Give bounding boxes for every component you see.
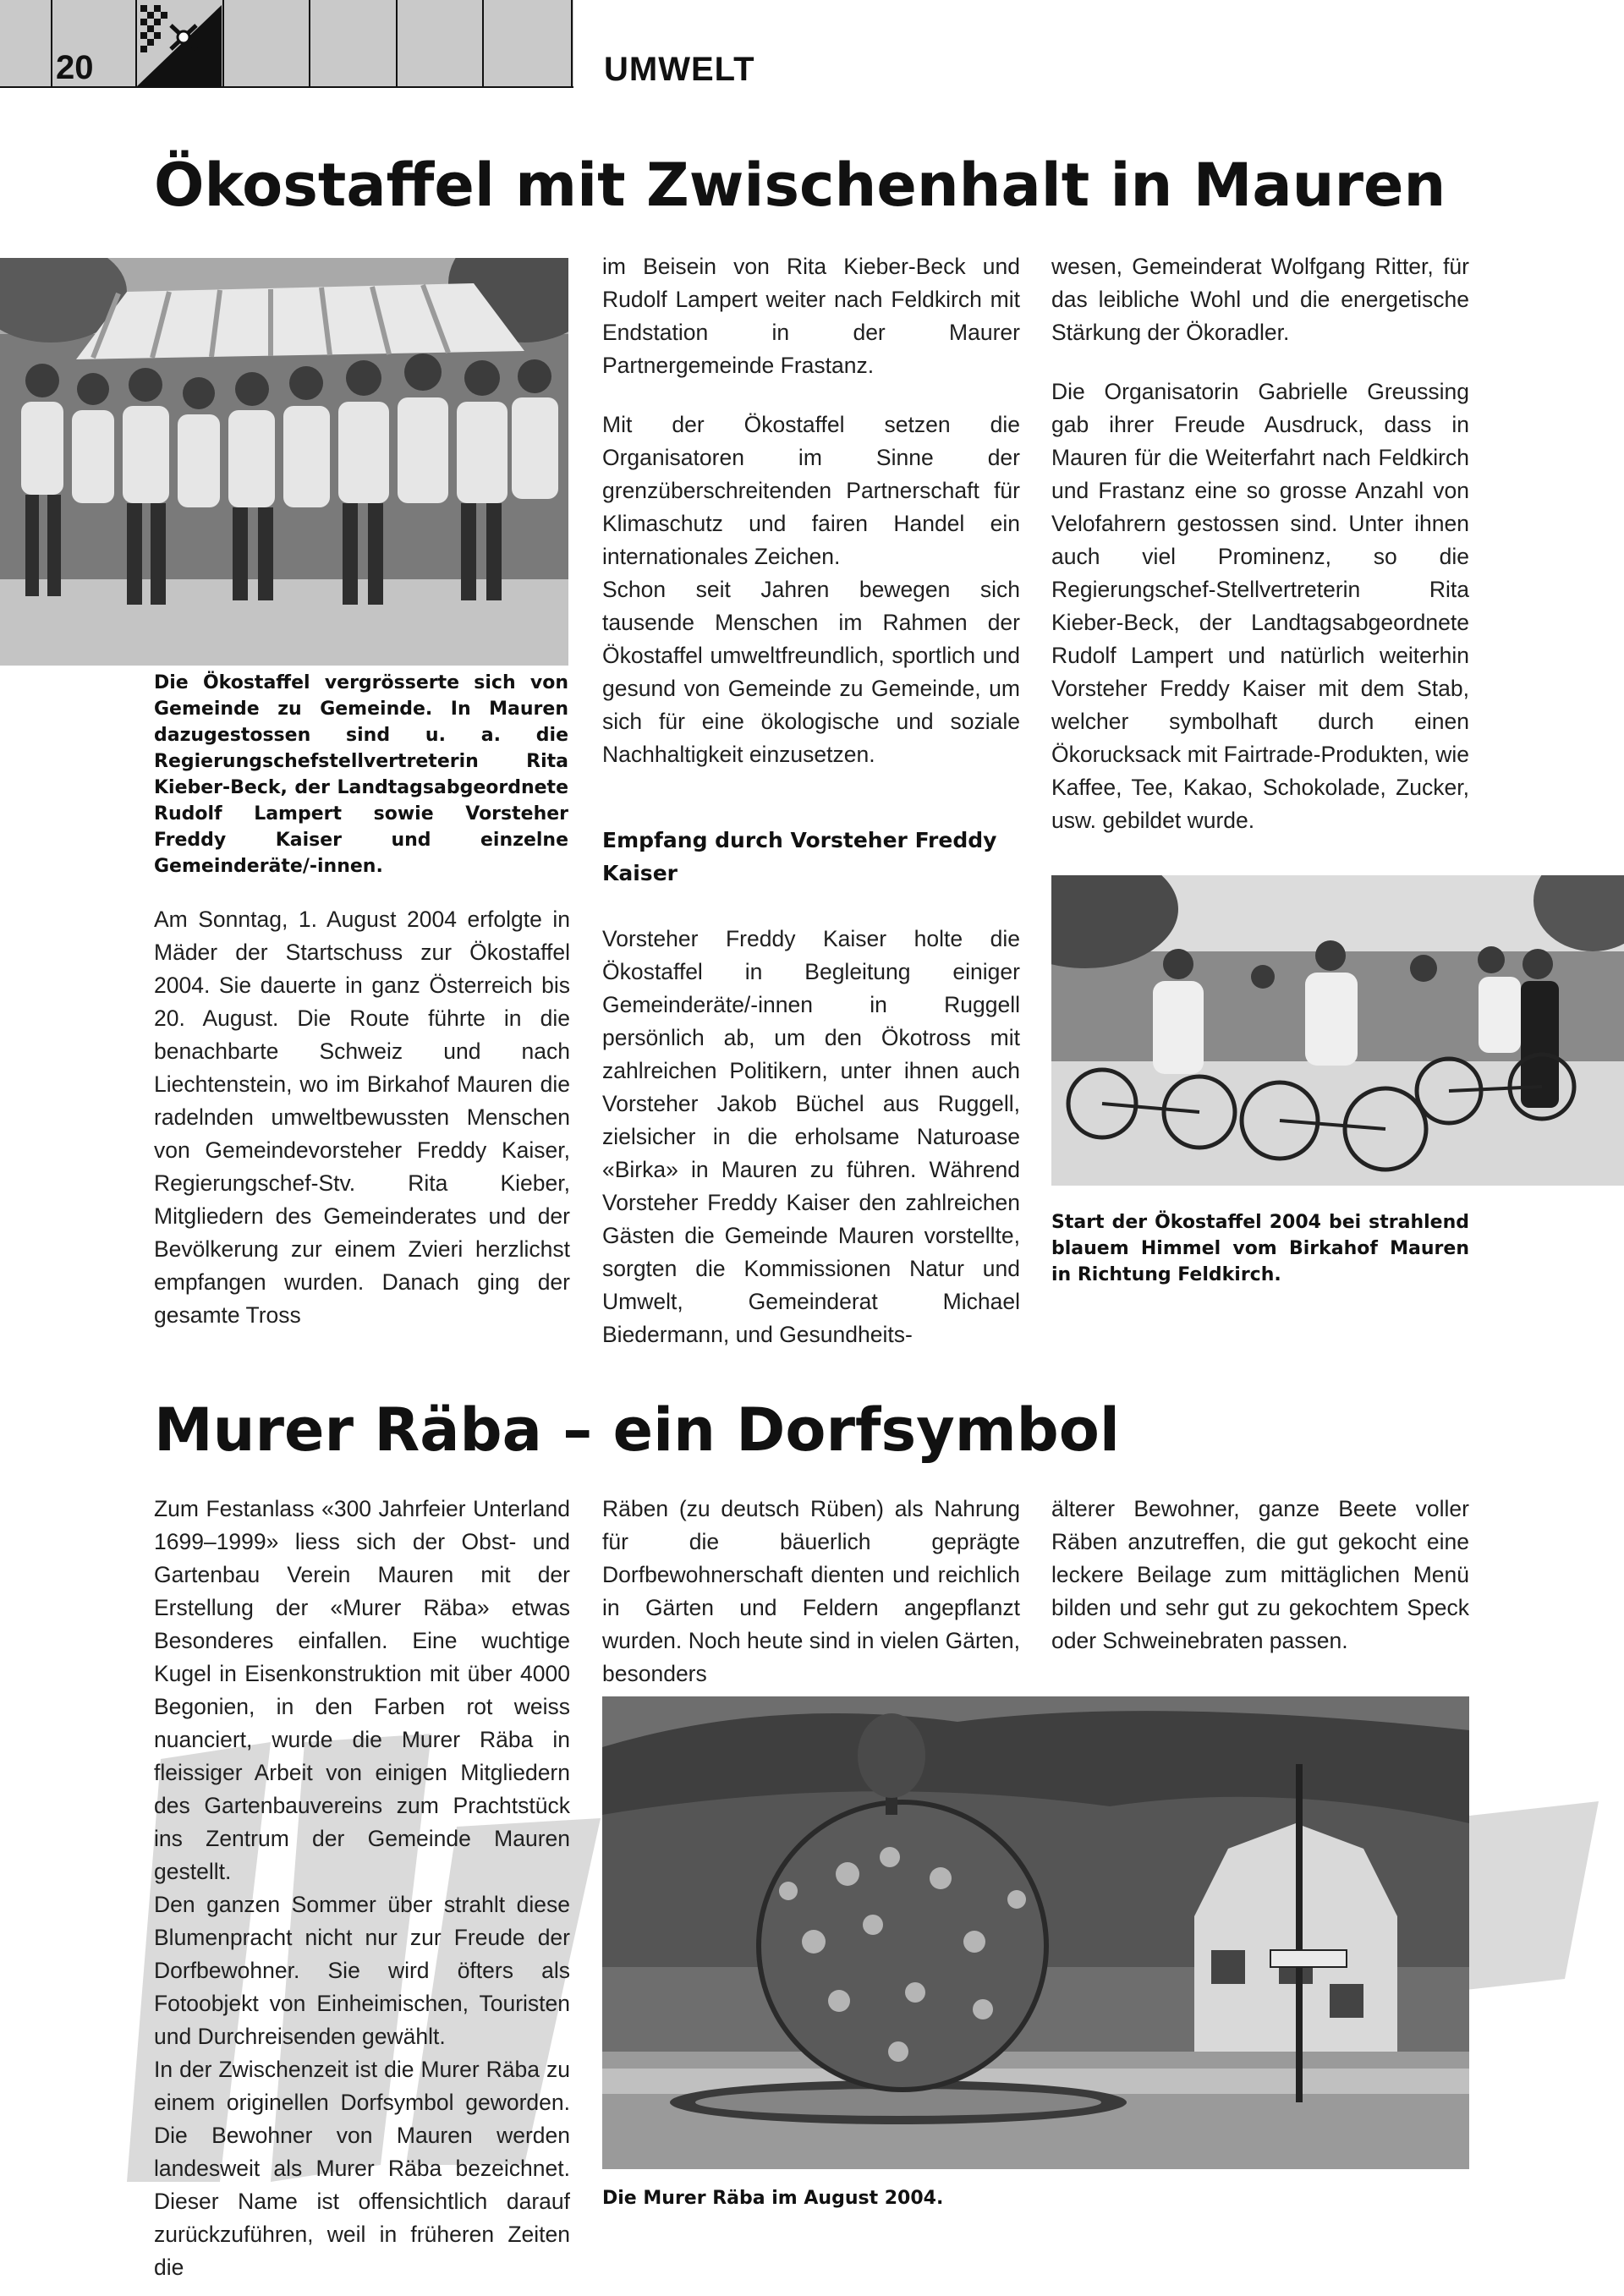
paragraph: im Beisein von Rita Kieber-Beck und Rudolf Lampert weiter nach Feldkirch mit Endstation in der Maurer Partnergemeinde Frastanz. <box>602 254 1020 378</box>
article-column-1 <box>154 1493 570 2284</box>
article-column-2 <box>602 250 1020 1351</box>
article-column-2 <box>602 1493 1020 1690</box>
article-column-3 <box>1051 250 1469 837</box>
article-title: Ökostaffel mit Zwischenhalt in Mauren <box>154 151 1446 220</box>
paragraph: Räben (zu deutsch Rüben) als Nahrung für die bäuerlich geprägte Dorfbewohnerschaft dienten und reichlich in Gärten und Feldern angepflanzt wurden. Noch heute sind in vielen Gärten, besonders <box>602 1496 1020 1686</box>
paragraph: Die Organisatorin Gabrielle Greussing gab ihrer Freude Ausdruck, dass in Mauren für die Weiterfahrt nach Feldkirch und Frastanz eine so grosse Anzahl von Velofahrern gestossen sind. Unter ihnen auch viel Prominenz, so die Regierungschef-Stellvertreterin Rita Kieber-Beck, der Landtagsabgeordnete Rudolf Lampert und natürlich weiterhin Vorsteher Freddy Kaiser mit dem Stab, welcher symbolhaft durch einen Ökorucksack mit Fairtrade-Produkten, wie Kaffee, Tee, Kakao, Schokolade, Zucker, usw. gebildet wurde. <box>1051 379 1469 833</box>
cyclists-photo <box>1051 875 1624 1186</box>
paragraph: In der Zwischenzeit ist die Murer Räba zu einem originellen Dorfsymbol geworden. Die Bewohner von Mauren werden landesweit als Murer Räba bezeichnet. Dieser Name ist offensichtlich darauf zurückzuführen, weil in früheren Zeiten die <box>154 2057 570 2280</box>
paragraph: Am Sonntag, 1. August 2004 erfolgte in Mäder der Startschuss zur Ökostaffel 2004. Sie dauerte in ganz Österreich bis 20. August. Die Route führte in die benachbarte Schweiz und nach Liechtenstein, wo im Birkahof Mauren die radelnden umweltbewussten Menschen von Gemeindevorsteher Freddy Kaiser, Regierungschef-Stv. Rita Kieber, Mitgliedern des Gemeinderates und der Bevölkerung zur einem Zvieri herzlichst empfangen wurden. Danach ging der gesamte Tross <box>154 907 570 1328</box>
header-divider <box>222 0 224 88</box>
header-divider <box>396 0 398 88</box>
flower-sphere-photo <box>602 1696 1469 2169</box>
article-column-3 <box>1051 1493 1469 1658</box>
article-title: Murer Räba – ein Dorfsymbol <box>154 1395 1120 1465</box>
municipal-crest-icon <box>137 0 222 86</box>
paragraph: Mit der Ökostaffel setzen die Organisatoren im Sinne der grenzüberschreitenden Partnerschaft für Klimaschutz und fairen Handel ein internationales Zeichen. <box>602 412 1020 569</box>
paragraph: wesen, Gemeinderat Wolfgang Ritter, für das leibliche Wohl und die energetische Stärkung der Ökoradler. <box>1051 254 1469 345</box>
section-title: UMWELT <box>604 51 755 88</box>
photo-caption: Die Ökostaffel vergrösserte sich von Gemeinde zu Gemeinde. In Mauren dazugestossen sind u. a. die Regierungschefstellvertreterin Rita Kieber-Beck, der Landtagsabgeordnete Rudolf Lampert sowie Vorsteher Freddy Kaiser und einzelne Gemeinderäte/-innen. <box>154 672 568 877</box>
paragraph: Den ganzen Sommer über strahlt diese Blumenpracht nicht nur zur Freude der Dorfbewohner. Sie wird öfters als Fotoobjekt von Einheimischen, Touristen und Durchreisenden gewählt. <box>154 1892 570 2049</box>
subheading: Empfang durch Vorsteher Freddy Kaiser <box>602 828 997 885</box>
header-divider <box>571 0 573 88</box>
paragraph: Vorsteher Freddy Kaiser holte die Ökostaffel in Begleitung einiger Gemeinderäte/-innen in Ruggell persönlich ab, um den Ökotross mit zahlreichen Politikern, unter ihnen auch Vorsteher Jakob Büchel aus Ruggell, zielsicher in die erholsame Naturoase «Birka» in Mauren zu führen. Während Vorsteher Freddy Kaiser den zahlreichen Gästen die Gemeinde Mauren vorstellte, sorgten die Kommissionen Natur und Umwelt, Gemeinderat Michael Biedermann, und Gesundheits- <box>602 926 1020 1347</box>
header-divider <box>51 0 52 88</box>
page-number: 20 <box>56 49 94 86</box>
paragraph: Schon seit Jahren bewegen sich tausende Menschen im Rahmen der Ökostaffel umweltfreundlich, sportlich und gesund von Gemeinde zu Gemeinde, um sich für eine ökologische und soziale Nachhaltigkeit einzusetzen. <box>602 577 1020 767</box>
group-photo <box>0 258 568 666</box>
photo-caption: Die Murer Räba im August 2004. <box>602 2188 944 2209</box>
article-column-1 <box>154 903 570 1332</box>
paragraph: Zum Festanlass «300 Jahrfeier Unterland 1699–1999» liess sich der Obst- und Gartenbau Verein Mauren mit der Erstellung der «Murer Räba» etwas Besonderes einfallen. Eine wuchtige Kugel in Eisenkonstruktion mit über 4000 Begonien, in den Farben rot weiss nuanciert, wurde die Murer Räba in fleissiger Arbeit von einigen Mitgliedern des Gartenbauvereins zum Prachtstück ins Zentrum der Gemeinde Mauren gestellt. <box>154 1496 570 1884</box>
paragraph: älterer Bewohner, ganze Beete voller Räben anzutreffen, die gut gekocht eine leckere Beilage zum mittäglichen Menü bilden und sehr gut zu gekochtem Speck oder Schweinebraten passen. <box>1051 1496 1469 1653</box>
header-divider <box>482 0 484 88</box>
photo-caption: Start der Ökostaffel 2004 bei strahlend blauem Himmel vom Birkahof Mauren in Richtung Feldkirch. <box>1051 1212 1469 1285</box>
header-divider <box>309 0 310 88</box>
